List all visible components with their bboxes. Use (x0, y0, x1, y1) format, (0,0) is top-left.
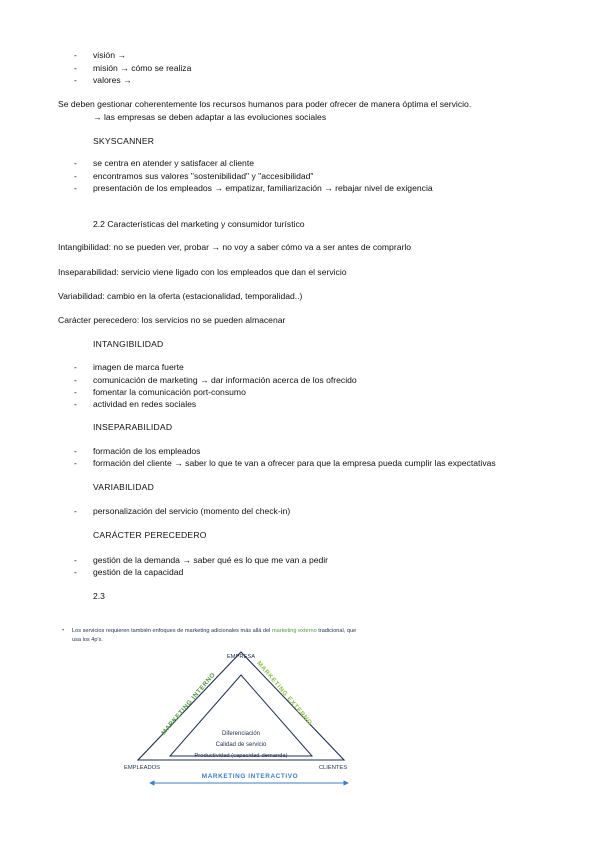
list-item: formación de los empleados (93, 446, 201, 456)
list-dash: - (74, 458, 77, 468)
characteristic-inseparabilidad: Inseparabilidad: servicio viene ligado con los empleados que dan el servicio (58, 267, 347, 277)
list-dash: - (74, 399, 77, 409)
paragraph-sub: → las empresas se deben adaptar a las evoluciones sociales (93, 112, 327, 122)
heading-inseparabilidad: INSEPARABILIDAD (93, 422, 173, 432)
label-marketing-externo: MARKETING EXTERNO (255, 659, 314, 727)
inner-calidad-servicio: Calidad de servicio (215, 742, 267, 748)
list-item: actividad en redes sociales (93, 399, 197, 409)
list-dash: - (74, 50, 77, 60)
list-item: gestión de la capacidad (93, 567, 184, 577)
list-dash: - (74, 567, 77, 577)
list-dash: - (74, 362, 77, 372)
list-dash: - (74, 75, 77, 85)
list-item: misión → cómo se realiza (93, 63, 192, 73)
list-item: gestión de la demanda → saber qué es lo que me van a pedir (93, 555, 329, 565)
list-dash: - (74, 446, 77, 456)
intro-text-line1: Los servicios requieren también enfoques de marketing adicionales más allá del marketing externo tradicional, que (72, 628, 357, 634)
characteristic-intangibilidad: Intangibilidad: no se pueden ver, probar → no voy a saber cómo va a ser antes de comprarlo (58, 242, 412, 252)
label-empleados: EMPLEADOS (123, 765, 161, 771)
list-item: valores → (93, 75, 132, 85)
list-dash: - (74, 387, 77, 397)
section-heading-2-2: 2.2 Características del marketing y consumidor turístico (93, 219, 305, 229)
list-item: se centra en atender y satisfacer al cliente (93, 158, 254, 168)
paragraph-rrhh: Se deben gestionar coherentemente los recursos humanos para poder ofrecer de manera óptima el servicio. (58, 99, 472, 109)
label-marketing-interactivo: MARKETING INTERACTIVO (201, 773, 299, 780)
list-item: visión → (93, 50, 126, 60)
section-heading-2-3: 2.3 (93, 591, 105, 601)
label-empresa: EMPRESA (226, 654, 256, 660)
heading-intangibilidad: INTANGIBILIDAD (93, 339, 164, 349)
list-item: encontramos sus valores "sostenibilidad" y "accesibilidad" (93, 171, 314, 181)
list-dash: - (74, 171, 77, 181)
list-dash: - (74, 375, 77, 385)
inner-productividad: Productividad (capacidad-demanda) (194, 753, 288, 759)
list-item: fomentar la comunicación port-consumo (93, 387, 246, 397)
inner-diferenciacion: Diferenciación (221, 731, 261, 737)
heading-caracter-perecedero: CARÁCTER PERECEDERO (93, 530, 207, 540)
list-dash: - (74, 63, 77, 73)
characteristic-variabilidad: Variabilidad: cambio en la oferta (estacionalidad, temporalidad..) (58, 291, 303, 301)
label-marketing-interno: MARKETING INTERNO (160, 671, 218, 737)
label-clientes: CLIENTES (318, 765, 348, 771)
list-item: personalización del servicio (momento del check-in) (93, 506, 291, 516)
intro-bullet: • (62, 627, 65, 634)
list-item: comunicación de marketing → dar información acerca de los ofrecido (93, 375, 357, 385)
list-item: imagen de marca fuerte (93, 362, 184, 372)
heading-skyscanner: SKYSCANNER (93, 136, 155, 146)
characteristic-perecedero: Carácter perecedero: los servicios no se pueden almacenar (58, 315, 286, 325)
list-dash: - (74, 158, 77, 168)
list-item: presentación de los empleados → empatizar, familiarización → rebajar nivel de exigencia (93, 183, 433, 193)
list-dash: - (74, 555, 77, 565)
list-item: formación del cliente → saber lo que te van a ofrecer para que la empresa pueda cumplir las expectativas (93, 458, 496, 468)
list-dash: - (74, 506, 77, 516)
list-dash: - (74, 183, 77, 193)
heading-variabilidad: VARIABILIDAD (93, 482, 154, 492)
intro-text-line2: usa los 4p's. (72, 637, 103, 643)
